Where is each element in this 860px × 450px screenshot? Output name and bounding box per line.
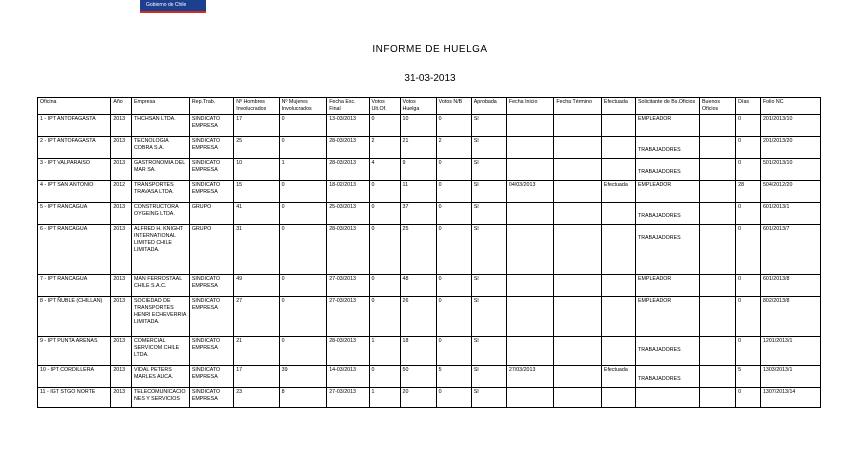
table-cell: 2013	[111, 388, 132, 408]
col-header-mujeres: Nº Mujeres Involucrados	[279, 98, 327, 115]
table-cell	[635, 337, 699, 366]
table-cell: 4 - IPT SAN ANTONIO	[38, 181, 111, 203]
table-cell	[700, 181, 736, 203]
table-cell: 0	[369, 203, 400, 225]
table-cell: 2013	[111, 275, 132, 297]
table-cell: 17	[234, 366, 279, 388]
table-cell: 2013	[111, 366, 132, 388]
table-cell	[554, 159, 602, 181]
table-cell	[601, 137, 635, 159]
table-cell	[700, 275, 736, 297]
col-header-empresa: Empresa	[131, 98, 189, 115]
table-row	[38, 275, 821, 297]
table-cell	[635, 366, 699, 388]
table-cell	[506, 159, 554, 181]
table-cell: 41	[234, 203, 279, 225]
table-cell: 18-02/2013	[327, 181, 369, 203]
table-cell-text: TRABAJADORES	[637, 347, 681, 353]
col-header-efectuada: Efectuada	[601, 98, 635, 115]
logo-text: Gobierno de Chile	[146, 2, 187, 8]
table-row	[38, 115, 821, 137]
table-cell: 0	[369, 225, 400, 275]
table-cell: 48	[400, 275, 436, 297]
table-cell: THCHSAN LTDA.	[131, 115, 189, 137]
col-header-aprobada: Aprobada	[471, 98, 506, 115]
table-cell: TECNOLOGIA COBRA S.A.	[131, 137, 189, 159]
table-cell	[601, 159, 635, 181]
table-cell: SI	[471, 388, 506, 408]
table-cell	[700, 137, 736, 159]
table-cell	[506, 137, 554, 159]
table-cell	[601, 275, 635, 297]
table-cell: 9	[400, 159, 436, 181]
table-cell: 49	[234, 275, 279, 297]
table-cell: 0	[436, 225, 471, 275]
table-cell: 802/2013/8	[760, 297, 820, 337]
table-cell: SINDICATO EMPRESA	[189, 181, 233, 203]
table-cell	[635, 388, 699, 408]
government-logo	[140, 0, 206, 13]
col-header-rep-trab: Rep.Trab.	[189, 98, 233, 115]
table-cell: 5 - IPT RANCAGUA	[38, 203, 111, 225]
table-cell: 18	[400, 337, 436, 366]
table-cell: 2013	[111, 225, 132, 275]
table-cell: 11 - IGT STGO NORTE	[38, 388, 111, 408]
table-cell: SINDICATO EMPRESA	[189, 115, 233, 137]
table-cell	[635, 137, 699, 159]
table-cell: 8	[279, 388, 327, 408]
table-cell	[601, 337, 635, 366]
table-cell: 0	[736, 137, 761, 159]
table-cell-text: TRABAJADORES	[637, 169, 681, 175]
table-cell	[554, 203, 602, 225]
table-cell	[554, 297, 602, 337]
table-cell: 201/2013/20	[760, 137, 820, 159]
table-cell	[601, 297, 635, 337]
table-cell: 2013	[111, 137, 132, 159]
table-cell: Efectuada	[601, 181, 635, 203]
table-cell: 0	[369, 115, 400, 137]
table-cell	[554, 225, 602, 275]
table-header-row	[38, 98, 821, 115]
table-cell: SI	[471, 225, 506, 275]
table-cell: 0	[279, 337, 327, 366]
table-cell	[601, 388, 635, 408]
table-cell: 25	[234, 137, 279, 159]
table-cell: 0	[279, 181, 327, 203]
table-cell: SINDICATO EMPRESA	[189, 159, 233, 181]
table-cell	[635, 225, 699, 275]
table-cell: 0	[736, 159, 761, 181]
col-header-anio: Año	[111, 98, 132, 115]
table-cell: 2012	[111, 181, 132, 203]
table-cell: SI	[471, 203, 506, 225]
table-row	[38, 337, 821, 366]
table-cell: 27	[234, 297, 279, 337]
table-cell: 04/03/2013	[506, 181, 554, 203]
table-cell-text: TRABAJADORES	[637, 147, 681, 153]
table-cell: 0	[279, 137, 327, 159]
table-cell: 28-03/2013	[327, 337, 369, 366]
table-cell	[506, 115, 554, 137]
table-cell	[554, 181, 602, 203]
table-cell: VIDAL PETERS MARLES AUCA.	[131, 366, 189, 388]
table-cell: 0	[736, 337, 761, 366]
table-cell	[700, 337, 736, 366]
table-cell	[700, 388, 736, 408]
table-cell: ALFRED H. KNIGHT INTERNATIONAL LIMITED CHILE LIMITADA.	[131, 225, 189, 275]
table-cell: 13-03/2013	[327, 115, 369, 137]
col-header-dias: Días	[736, 98, 761, 115]
table-cell: GASTRONOMIA DEL MAR SA.	[131, 159, 189, 181]
table-cell: SINDICATO EMPRESA	[189, 137, 233, 159]
table-cell	[700, 203, 736, 225]
col-header-votos-nb: Votos N/B	[436, 98, 471, 115]
table-cell: 0	[369, 275, 400, 297]
col-header-solicitante: Solicitante de Bs.Oficios	[635, 98, 699, 115]
table-cell: SINDICATO EMPRESA	[189, 366, 233, 388]
table-cell: 201/2013/10	[760, 115, 820, 137]
table-cell: 3 - IPT VALPARAISO	[38, 159, 111, 181]
table-cell: 2 - IPT ANTOFAGASTA	[38, 137, 111, 159]
table-cell: 20	[400, 388, 436, 408]
table-cell: 27-03/2013	[327, 275, 369, 297]
table-cell: 0	[369, 297, 400, 337]
table-cell: 39	[279, 366, 327, 388]
table-cell: 28-03/2013	[327, 225, 369, 275]
col-header-votos-ult: Votos Ult.Of.	[369, 98, 400, 115]
table-cell: 2	[369, 137, 400, 159]
table-cell: 0	[436, 275, 471, 297]
table-cell: SINDICATO EMPRESA	[189, 275, 233, 297]
table-cell: TELECOMUNICACIONES Y SERVICIOS	[131, 388, 189, 408]
table-cell: 9 - IPT PUNTA ARENAS	[38, 337, 111, 366]
table-cell: CONSTRUCTORA OYGEING LTDA.	[131, 203, 189, 225]
table-cell: 14-03/2013	[327, 366, 369, 388]
table-cell: SI	[471, 366, 506, 388]
table-cell-text: TRABAJADORES	[637, 376, 681, 382]
table-cell: 2013	[111, 115, 132, 137]
table-cell: 0	[736, 275, 761, 297]
table-cell-text: TRABAJADORES	[637, 235, 681, 241]
table-cell: 4	[369, 159, 400, 181]
table-cell: 0	[369, 366, 400, 388]
table-cell: 0	[736, 115, 761, 137]
table-cell: 27-03/2013	[327, 388, 369, 408]
col-header-folio: Folio NC	[760, 98, 820, 115]
table-cell: 28-03/2013	[327, 159, 369, 181]
table-cell: 1201/2013/1	[760, 337, 820, 366]
table-cell: 2013	[111, 297, 132, 337]
table-cell	[635, 203, 699, 225]
table-cell: 0	[369, 181, 400, 203]
report-date: 31-03-2013	[404, 73, 456, 84]
table-cell: SINDICATO EMPRESA	[189, 388, 233, 408]
table-cell	[506, 388, 554, 408]
table-row	[38, 388, 821, 408]
col-header-buenos-oficios: Buenos Oficios	[700, 98, 736, 115]
table-cell: 6 - IPT RANCAGUA	[38, 225, 111, 275]
table-cell	[554, 388, 602, 408]
col-header-votos-huelga: Votos Huelga	[400, 98, 436, 115]
table-cell	[506, 337, 554, 366]
table-cell	[700, 366, 736, 388]
table-cell: 27-03/2013	[327, 297, 369, 337]
table-cell: 2013	[111, 159, 132, 181]
table-row	[38, 137, 821, 159]
table-body	[38, 115, 821, 408]
table-cell: EMPLEADOR	[635, 181, 699, 203]
table-cell: SINDICATO EMPRESA	[189, 297, 233, 337]
table-cell	[506, 275, 554, 297]
table-cell: EMPLEADOR	[635, 275, 699, 297]
table-cell	[700, 115, 736, 137]
table-row	[38, 159, 821, 181]
table-cell: SI	[471, 115, 506, 137]
table-cell: SINDICATO EMPRESA	[189, 337, 233, 366]
table-cell	[635, 159, 699, 181]
col-header-fecha-inicio: Fecha Inicio	[506, 98, 554, 115]
table-cell	[554, 137, 602, 159]
table-cell: SOCIEDAD DE TRANSPORTES HENRI ECHEVERRIA LIMITADA.	[131, 297, 189, 337]
table-cell: 21	[400, 137, 436, 159]
table-cell: Efectuada	[601, 366, 635, 388]
table-cell: 7 - IPT RANCAGUA	[38, 275, 111, 297]
table-row	[38, 225, 821, 275]
table-cell: 27/03/2013	[506, 366, 554, 388]
table-cell: SI	[471, 159, 506, 181]
table-row	[38, 297, 821, 337]
table-cell: COMERCIAL SERVICOM CHILE LTDA.	[131, 337, 189, 366]
table-cell: 25	[400, 225, 436, 275]
table-cell: TRANSPORTES TRAVASA LTDA.	[131, 181, 189, 203]
table-cell: 0	[436, 181, 471, 203]
table-cell: 0	[436, 115, 471, 137]
table-cell: 21	[234, 337, 279, 366]
table-cell: EMPLEADOR	[635, 297, 699, 337]
table-cell: SI	[471, 297, 506, 337]
table-cell: 0	[436, 297, 471, 337]
table-cell	[554, 337, 602, 366]
table-cell: 0	[736, 203, 761, 225]
table-cell: 2013	[111, 203, 132, 225]
col-header-hombres: Nº Hombres Involucrados	[234, 98, 279, 115]
table-cell: 0	[436, 203, 471, 225]
table-cell: 0	[279, 203, 327, 225]
table-cell: 0	[436, 159, 471, 181]
table-cell: 601/2013/7	[760, 225, 820, 275]
table-cell: 37	[400, 203, 436, 225]
table-cell: 11	[400, 181, 436, 203]
table-cell: 28	[736, 181, 761, 203]
table-cell: 0	[279, 115, 327, 137]
report-title: INFORME DE HUELGA	[372, 44, 488, 55]
table-row	[38, 181, 821, 203]
table-cell: 1307/2013/14	[760, 388, 820, 408]
table-cell: SI	[471, 275, 506, 297]
table-cell	[506, 203, 554, 225]
table-cell	[601, 203, 635, 225]
table-cell	[506, 225, 554, 275]
table-cell: 0	[736, 388, 761, 408]
table-cell: SI	[471, 181, 506, 203]
table-cell: SI	[471, 337, 506, 366]
table-cell: 0	[736, 225, 761, 275]
table-cell: 26	[400, 297, 436, 337]
table-cell: 1303/2013/1	[760, 366, 820, 388]
col-header-fecha-termino: Fecha Término	[554, 98, 602, 115]
table-cell	[700, 297, 736, 337]
table-cell	[601, 225, 635, 275]
table-cell: 10 - IPT CORDILLERA	[38, 366, 111, 388]
col-header-fecha-exc: Fecha Exc. Final	[327, 98, 369, 115]
table-cell: 0	[736, 297, 761, 337]
table-cell: 2	[436, 137, 471, 159]
table-cell: MAN FERROSTAAL CHILE S.A.C.	[131, 275, 189, 297]
table-cell	[554, 366, 602, 388]
table-cell	[506, 297, 554, 337]
table-cell: 23	[234, 388, 279, 408]
table-cell: 2013	[111, 337, 132, 366]
table-cell: 5	[436, 366, 471, 388]
table-cell: 504/2012/20	[760, 181, 820, 203]
table-cell	[700, 225, 736, 275]
table-cell: 25-03/2013	[327, 203, 369, 225]
table-cell: 601/2013/1	[760, 203, 820, 225]
table-cell: 17	[234, 115, 279, 137]
table-cell: 1 - IPT ANTOFAGASTA	[38, 115, 111, 137]
logo-red-stripe	[140, 11, 206, 13]
table-cell: 50	[400, 366, 436, 388]
table-row	[38, 366, 821, 388]
table-cell: 31	[234, 225, 279, 275]
table-cell: EMPLEADOR	[635, 115, 699, 137]
table-cell: 28-03/2013	[327, 137, 369, 159]
table-cell: GRUPO	[189, 225, 233, 275]
table-cell-text: TRABAJADORES	[637, 213, 681, 219]
table-cell	[601, 115, 635, 137]
table-cell: 0	[279, 225, 327, 275]
table-cell: GRUPO	[189, 203, 233, 225]
table-cell: 0	[279, 275, 327, 297]
table-cell: 1	[369, 388, 400, 408]
table-cell: 8 - IPT ÑUBLE (CHILLAN)	[38, 297, 111, 337]
table-cell: 0	[436, 388, 471, 408]
table-cell: 10	[400, 115, 436, 137]
table-row	[38, 203, 821, 225]
table-cell: 0	[279, 297, 327, 337]
table-cell: 501/2013/10	[760, 159, 820, 181]
col-header-oficina: Oficina	[38, 98, 111, 115]
table-cell	[554, 275, 602, 297]
table-cell: 1	[369, 337, 400, 366]
table-cell	[554, 115, 602, 137]
table-cell: 1	[279, 159, 327, 181]
table-cell: 601/2013/8	[760, 275, 820, 297]
table-cell: 15	[234, 181, 279, 203]
table-cell: 10	[234, 159, 279, 181]
table-cell: 0	[436, 337, 471, 366]
table-cell: SI	[471, 137, 506, 159]
strike-report-table	[37, 97, 821, 408]
table-cell: 5	[736, 366, 761, 388]
table-cell	[700, 159, 736, 181]
